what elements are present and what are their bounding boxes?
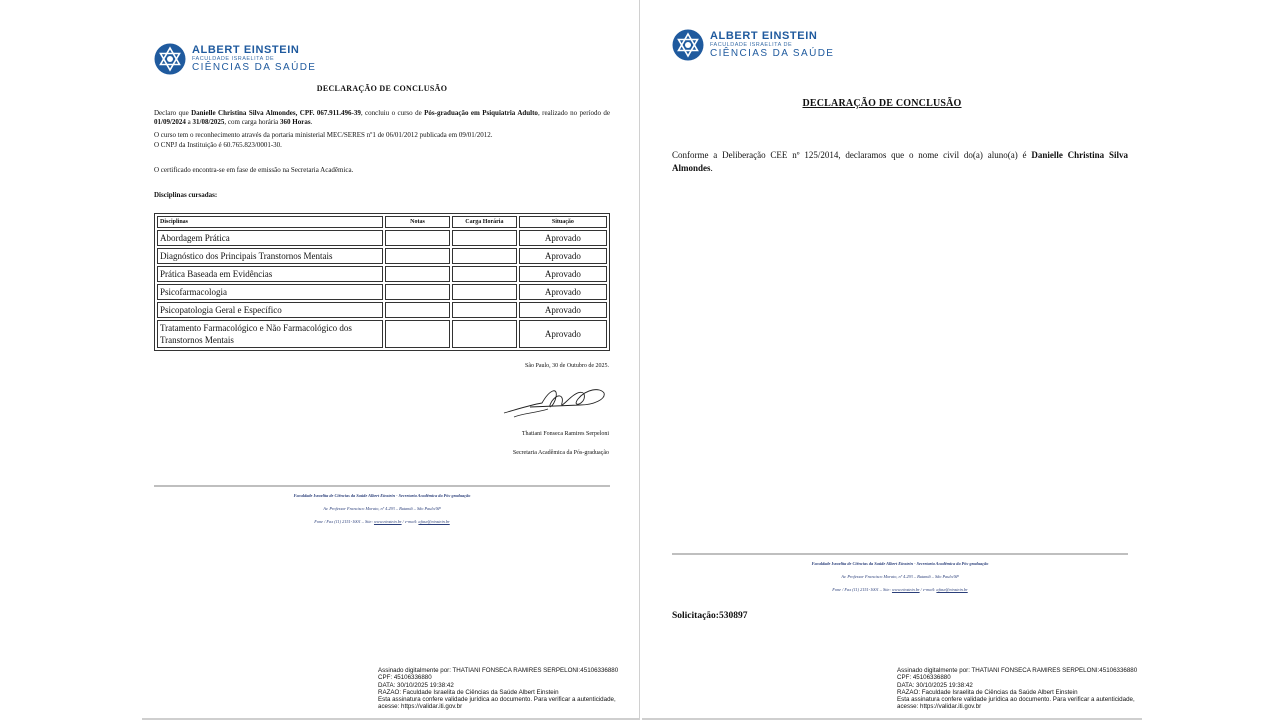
page-footer bbox=[154, 493, 610, 524]
logo-name: CIÊNCIAS DA SAÚDE bbox=[192, 61, 317, 73]
table-row bbox=[157, 248, 607, 264]
table-row bbox=[157, 284, 607, 300]
signer-role: Secretaria Acadêmica da Pós-graduação bbox=[512, 450, 609, 456]
discipline-status: Aprovado bbox=[519, 230, 607, 246]
col-header-grades: Notas bbox=[385, 216, 450, 228]
disciplines-table bbox=[154, 213, 610, 351]
validation-link[interactable]: acesse: https://validar.iti.gov.br bbox=[378, 703, 463, 711]
end-date: 31/08/2025 bbox=[192, 118, 225, 127]
footer-email-link[interactable]: afase@einstein.br bbox=[936, 587, 968, 592]
place-date: São Paulo, 30 de Outubro de 2025. bbox=[525, 363, 609, 369]
request-number: Solicitação:530897 bbox=[672, 611, 748, 621]
page-title: DECLARAÇÃO DE CONCLUSÃO bbox=[802, 98, 962, 109]
table-row bbox=[157, 320, 607, 348]
start-date: 01/09/2024 bbox=[154, 118, 186, 127]
footer-divider bbox=[154, 485, 610, 487]
footer-institution: Faculdade Israelita de Ciências da Saúde Albert Einstein - Secretaria Acadêmica da Pós-graduação bbox=[811, 561, 989, 566]
signer-name: Thatiani Fonseca Ramires Serpeloni bbox=[521, 431, 609, 437]
col-header-hours: Carga Horária bbox=[452, 216, 517, 228]
discipline-name: Psicopatologia Geral e Específico bbox=[157, 302, 383, 318]
logo-subtitle: FACULDADE ISRAELITA DE bbox=[710, 42, 793, 49]
discipline-status: Aprovado bbox=[519, 248, 607, 264]
table-row bbox=[157, 302, 607, 318]
footer-institution: Faculdade Israelita de Ciências da Saúde Albert Einstein - Secretaria Acadêmica da Pós-graduação bbox=[293, 493, 471, 498]
footer-site-link[interactable]: www.einstein.br bbox=[373, 519, 402, 524]
recognition-paragraph: O curso tem o reconhecimento através da portaria ministerial MEC/SERES nº1 de 06/01/2012 publicada em 09/01/2012. bbox=[154, 131, 493, 139]
handwritten-signature bbox=[500, 383, 610, 421]
logo-title: ALBERT EINSTEIN bbox=[710, 30, 818, 43]
logo-name: CIÊNCIAS DA SAÚDE bbox=[710, 47, 835, 59]
cnpj-paragraph: O CNPJ da Instituição é 60.765.823/0001-30. bbox=[154, 141, 282, 149]
discipline-name: Psicofarmacologia bbox=[157, 284, 383, 300]
validation-link[interactable]: acesse: https://validar.iti.gov.br bbox=[897, 703, 982, 711]
declaration-paragraph: Declaro que Danielle Christina Silva Almondes, CPF. 067.911.496-39, concluiu o curso de Pós-graduação em Psiquiatria Adulto, realizado no período de 01/09/2024 a 31/08/2025, com carga horária 360 Horas. bbox=[154, 109, 611, 127]
footer-address: Av. Professor Francisco Morato, nº 4.293 – Butantã – São Paulo/SP bbox=[323, 506, 441, 511]
footer-contact: Fone / Fax (11) 2151-1001 – Site: www.einstein.br / e-mail: afase@einstein.br bbox=[314, 519, 450, 524]
student-name: Danielle Christina Silva Almondes bbox=[672, 150, 1128, 173]
logo-emblem-icon bbox=[672, 29, 704, 61]
digital-signature-block: Assinado digitalmente por: THATIANI FONSECA RAMIRES SERPELONI:45106336880 CPF: 45106336880 DATA: 30/10/2025 19:38:42 RAZAO: Faculdade Israelita de Ciências da Saúde Albert Einstein Esta assinatura confere validade jurídica ao documento. Para verificar a autenticidade, acesse: https://validar.iti.gov.br bbox=[378, 667, 619, 711]
certificate-status: O certificado encontra-se em fase de emissão na Secretaria Acadêmica. bbox=[154, 166, 354, 174]
discipline-name: Abordagem Prática bbox=[157, 230, 383, 246]
footer-site-link[interactable]: www.einstein.br bbox=[891, 587, 920, 592]
discipline-status: Aprovado bbox=[519, 266, 607, 282]
declaration-page-1 bbox=[142, 0, 640, 720]
discipline-name: Prática Baseada em Evidências bbox=[157, 266, 383, 282]
course-hours: 360 Horas bbox=[280, 118, 311, 127]
declaration-page-2 bbox=[642, 0, 1142, 720]
digital-signature-block: Assinado digitalmente por: THATIANI FONSECA RAMIRES SERPELONI:45106336880 CPF: 45106336880 DATA: 30/10/2025 19:38:42 RAZAO: Faculdade Israelita de Ciências da Saúde Albert Einstein Esta assinatura confere validade jurídica ao documento. Para verificar a autenticidade, acesse: https://validar.iti.gov.br bbox=[897, 667, 1138, 711]
footer-address: Av. Professor Francisco Morato, nº 4.293 – Butantã – São Paulo/SP bbox=[841, 574, 959, 579]
logo-subtitle: FACULDADE ISRAELITA DE bbox=[192, 56, 275, 63]
footer-email-link[interactable]: afase@einstein.br bbox=[418, 519, 450, 524]
logo-title: ALBERT EINSTEIN bbox=[192, 44, 300, 57]
page-title: DECLARAÇÃO DE CONCLUSÃO bbox=[316, 84, 448, 93]
footer-contact: Fone / Fax (11) 2151-1001 – Site: www.einstein.br / e-mail: afase@einstein.br bbox=[832, 587, 968, 592]
discipline-name: Diagnóstico dos Principais Transtornos Mentais bbox=[157, 248, 383, 264]
col-header-status: Situação bbox=[519, 216, 607, 228]
table-row bbox=[157, 266, 607, 282]
logo-emblem-icon bbox=[154, 43, 186, 75]
course-name: Pós-graduação em Psiquiatria Adulto bbox=[424, 109, 538, 117]
col-header-disciplines: Disciplinas bbox=[157, 216, 383, 228]
discipline-status: Aprovado bbox=[519, 320, 607, 348]
institution-logo bbox=[672, 29, 834, 61]
disciplines-heading: Disciplinas cursadas: bbox=[154, 191, 218, 199]
institution-logo bbox=[154, 43, 316, 75]
discipline-status: Aprovado bbox=[519, 302, 607, 318]
discipline-name: Tratamento Farmacológico e Não Farmacológico dos Transtornos Mentais bbox=[157, 320, 383, 348]
discipline-status: Aprovado bbox=[519, 284, 607, 300]
table-header-row bbox=[157, 216, 607, 228]
student-cpf: CPF. 067.911.496-39 bbox=[299, 109, 361, 117]
civil-name-declaration: Conforme a Deliberação CEE nº 125/2014, declaramos que o nome civil do(a) aluno(a) é Danielle Christina Silva Almondes. bbox=[672, 150, 1128, 173]
student-name: Danielle Christina Silva Almondes bbox=[191, 109, 296, 117]
table-row bbox=[157, 230, 607, 246]
footer-divider bbox=[672, 553, 1128, 555]
page-footer bbox=[672, 561, 1128, 592]
